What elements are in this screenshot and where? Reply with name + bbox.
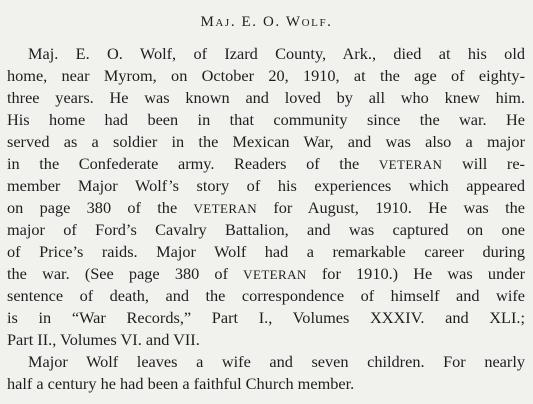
text-line: served as a soldier in the Mexican War, and was also a major xyxy=(7,132,525,151)
text-line: the war. (See page 380 of VETERAN for 1910.) He was under xyxy=(7,264,525,283)
text-line: major of Ford’s Cavalry Battalion, and was captured on one xyxy=(7,220,525,239)
text-line: His home had been in that community since the war. He xyxy=(7,110,525,129)
text-line: is in “War Records,” Part I., Volumes XXXIV. and XLI.; xyxy=(7,308,525,327)
text-line: Maj. E. O. Wolf, of Izard County, Ark., died at his old xyxy=(28,44,525,63)
text-line: member Major Wolf’s story of his experiences which appeared xyxy=(7,176,525,195)
text-line: sentence of death, and the correspondence of himself and wife xyxy=(7,286,525,305)
text-line: of Price’s raids. Major Wolf had a remarkable career during xyxy=(7,242,525,261)
text-line: home, near Myrom, on October 20, 1910, at the age of eighty- xyxy=(7,66,525,85)
text-line: three years. He was known and loved by all who knew him. xyxy=(7,88,525,107)
article-title: Maj. E. O. Wolf. xyxy=(200,14,333,30)
text-line: Part II., Volumes VI. and VII. xyxy=(7,330,200,349)
text-line: in the Confederate army. Readers of the VETERAN will re- xyxy=(7,154,525,173)
text-line: Major Wolf leaves a wife and seven children. For nearly xyxy=(28,352,525,371)
text-line: on page 380 of the VETERAN for August, 1910. He was the xyxy=(7,198,525,217)
text-line: half a century he had been a faithful Church member. xyxy=(7,374,355,393)
